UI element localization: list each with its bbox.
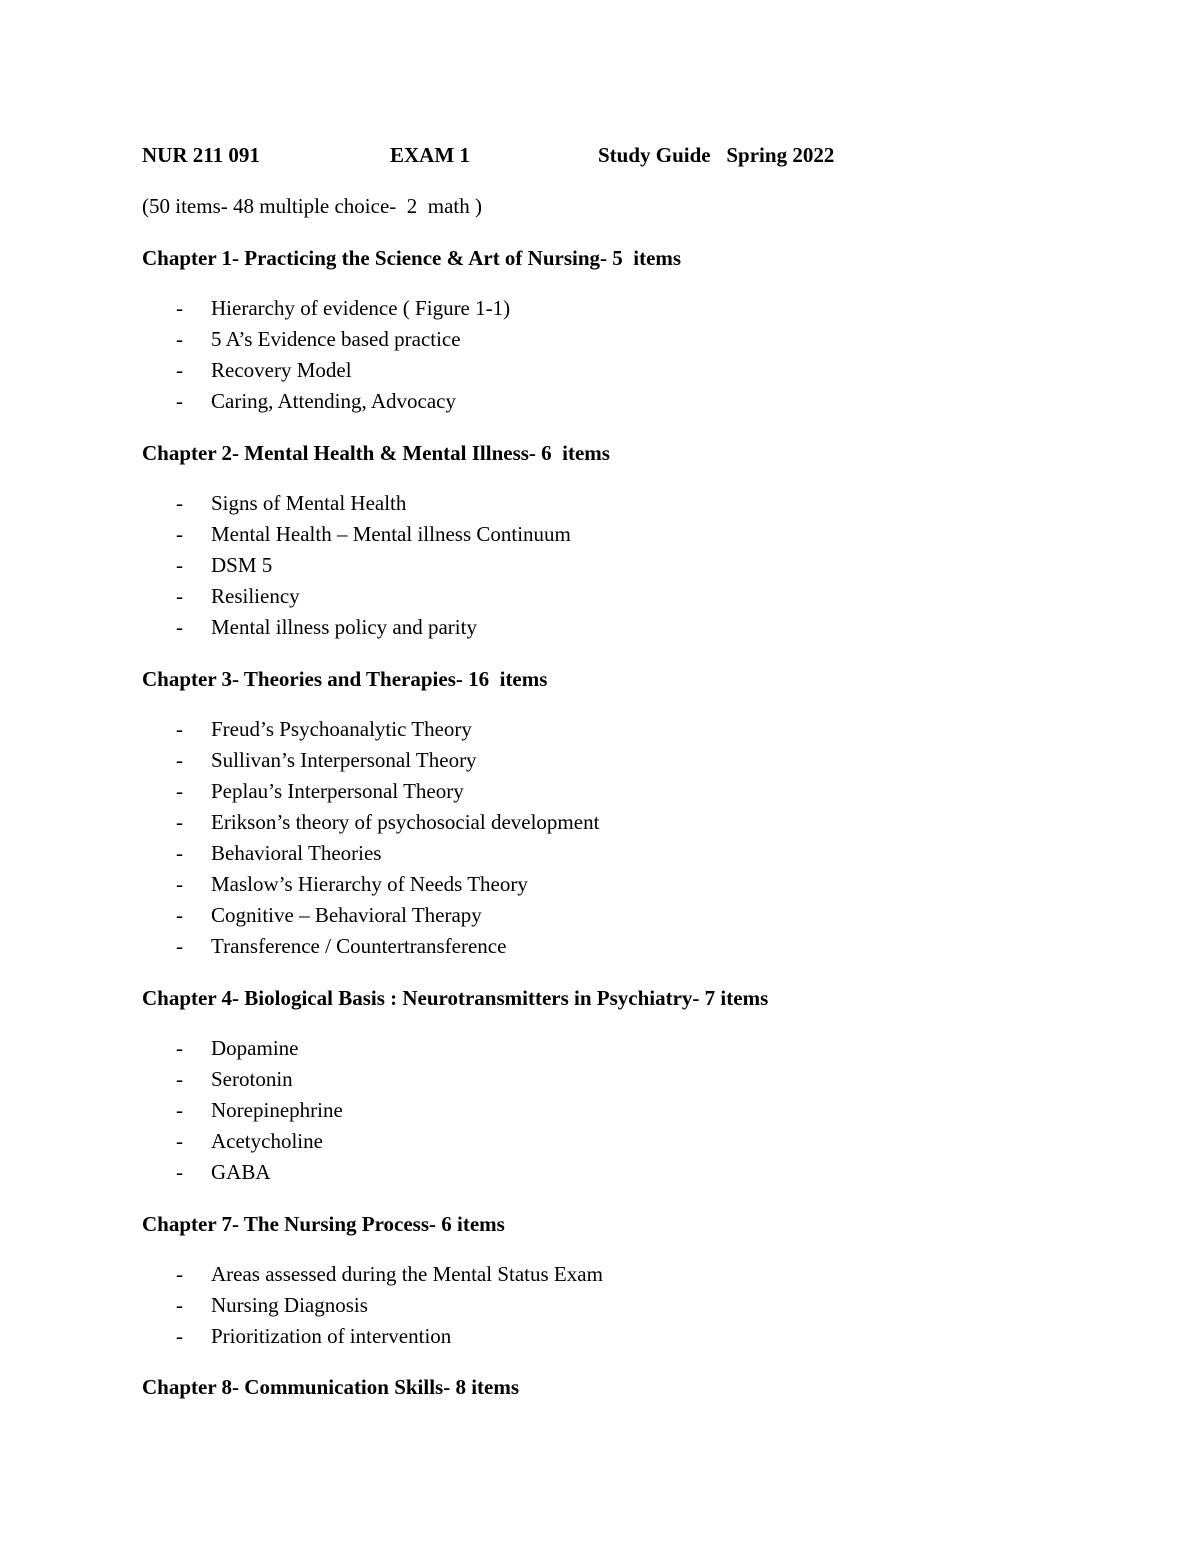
list-item [142, 293, 1142, 324]
topic-text: Maslow’s Hierarchy of Needs Theory [211, 872, 528, 896]
chapter-section [142, 1209, 1142, 1352]
exam-summary: (50 items- 48 multiple choice- 2 math ) [142, 194, 482, 218]
topic-list [142, 714, 1142, 962]
list-dash: - [176, 1160, 183, 1184]
list-dash: - [176, 810, 183, 834]
topic-text: Freud’s Psychoanalytic Theory [211, 717, 472, 741]
topic-text: Behavioral Theories [211, 841, 382, 865]
topic-text: Peplau’s Interpersonal Theory [211, 779, 464, 803]
topic-text: Hierarchy of evidence ( Figure 1-1) [211, 296, 511, 320]
topic-text: DSM 5 [211, 553, 273, 577]
chapter-section [142, 664, 1142, 962]
chapter-title: Chapter 7- The Nursing Process- 6 items [142, 1212, 505, 1236]
topic-text: Norepinephrine [211, 1098, 343, 1122]
exam-label: EXAM 1 [390, 143, 470, 167]
document-header [0, 143, 1200, 173]
topic-text: Sullivan’s Interpersonal Theory [211, 748, 477, 772]
topic-text: Dopamine [211, 1036, 299, 1060]
topic-text: Nursing Diagnosis [211, 1293, 368, 1317]
topic-text: Resiliency [211, 584, 300, 608]
list-item [142, 550, 1142, 581]
list-item [142, 386, 1142, 417]
list-item [142, 1290, 1142, 1321]
list-item [142, 714, 1142, 745]
list-item [142, 612, 1142, 643]
topic-text: Recovery Model [211, 358, 352, 382]
topic-text: Signs of Mental Health [211, 491, 407, 515]
list-dash: - [176, 841, 183, 865]
list-dash: - [176, 615, 183, 639]
list-dash: - [176, 1036, 183, 1060]
study-guide-label: Study Guide Spring 2022 [598, 143, 835, 167]
chapter-section [142, 1372, 1142, 1402]
list-dash: - [176, 748, 183, 772]
chapter-section [142, 983, 1142, 1188]
list-item [142, 931, 1142, 962]
list-item [142, 519, 1142, 550]
list-item [142, 745, 1142, 776]
list-dash: - [176, 584, 183, 608]
topic-list [142, 488, 1142, 643]
list-item [142, 900, 1142, 931]
list-item [142, 1259, 1142, 1290]
list-dash: - [176, 491, 183, 515]
list-dash: - [176, 934, 183, 958]
list-item [142, 838, 1142, 869]
list-dash: - [176, 522, 183, 546]
topic-list [142, 1033, 1142, 1188]
topic-text: Areas assessed during the Mental Status Exam [211, 1262, 603, 1286]
chapter-section [142, 438, 1142, 643]
list-item [142, 324, 1142, 355]
list-dash: - [176, 358, 183, 382]
list-dash: - [176, 389, 183, 413]
list-item [142, 869, 1142, 900]
course-code: NUR 211 091 [142, 143, 260, 167]
list-item [142, 776, 1142, 807]
topic-text: Acetycholine [211, 1129, 323, 1153]
list-item [142, 1033, 1142, 1064]
list-dash: - [176, 1324, 183, 1348]
topic-list [142, 1259, 1142, 1352]
list-dash: - [176, 1098, 183, 1122]
list-dash: - [176, 779, 183, 803]
list-item [142, 488, 1142, 519]
chapter-title: Chapter 3- Theories and Therapies- 16 items [142, 667, 548, 691]
topic-text: Mental Health – Mental illness Continuum [211, 522, 571, 546]
topic-text: Caring, Attending, Advocacy [211, 389, 456, 413]
topic-text: Transference / Countertransference [211, 934, 507, 958]
list-item [142, 1157, 1142, 1188]
list-item [142, 1064, 1142, 1095]
list-dash: - [176, 1067, 183, 1091]
chapter-title: Chapter 8- Communication Skills- 8 items [142, 1375, 520, 1399]
list-item [142, 355, 1142, 386]
list-dash: - [176, 717, 183, 741]
topic-text: Cognitive – Behavioral Therapy [211, 903, 482, 927]
chapter-title: Chapter 1- Practicing the Science & Art of Nursing- 5 items [142, 246, 682, 270]
list-dash: - [176, 1262, 183, 1286]
list-dash: - [176, 1129, 183, 1153]
chapter-section [142, 243, 1142, 417]
list-dash: - [176, 553, 183, 577]
topic-text: Serotonin [211, 1067, 293, 1091]
chapter-title: Chapter 2- Mental Health & Mental Illness- 6 items [142, 441, 610, 465]
list-dash: - [176, 903, 183, 927]
list-dash: - [176, 327, 183, 351]
list-item [142, 1126, 1142, 1157]
list-item [142, 1095, 1142, 1126]
chapter-title: Chapter 4- Biological Basis : Neurotransmitters in Psychiatry- 7 items [142, 986, 769, 1010]
topic-text: Erikson’s theory of psychosocial development [211, 810, 600, 834]
list-dash: - [176, 872, 183, 896]
topic-text: 5 A’s Evidence based practice [211, 327, 461, 351]
topic-text: GABA [211, 1160, 271, 1184]
list-item [142, 581, 1142, 612]
list-dash: - [176, 296, 183, 320]
topic-list [142, 293, 1142, 417]
list-item [142, 1321, 1142, 1352]
list-item [142, 807, 1142, 838]
list-dash: - [176, 1293, 183, 1317]
topic-text: Mental illness policy and parity [211, 615, 477, 639]
topic-text: Prioritization of intervention [211, 1324, 452, 1348]
